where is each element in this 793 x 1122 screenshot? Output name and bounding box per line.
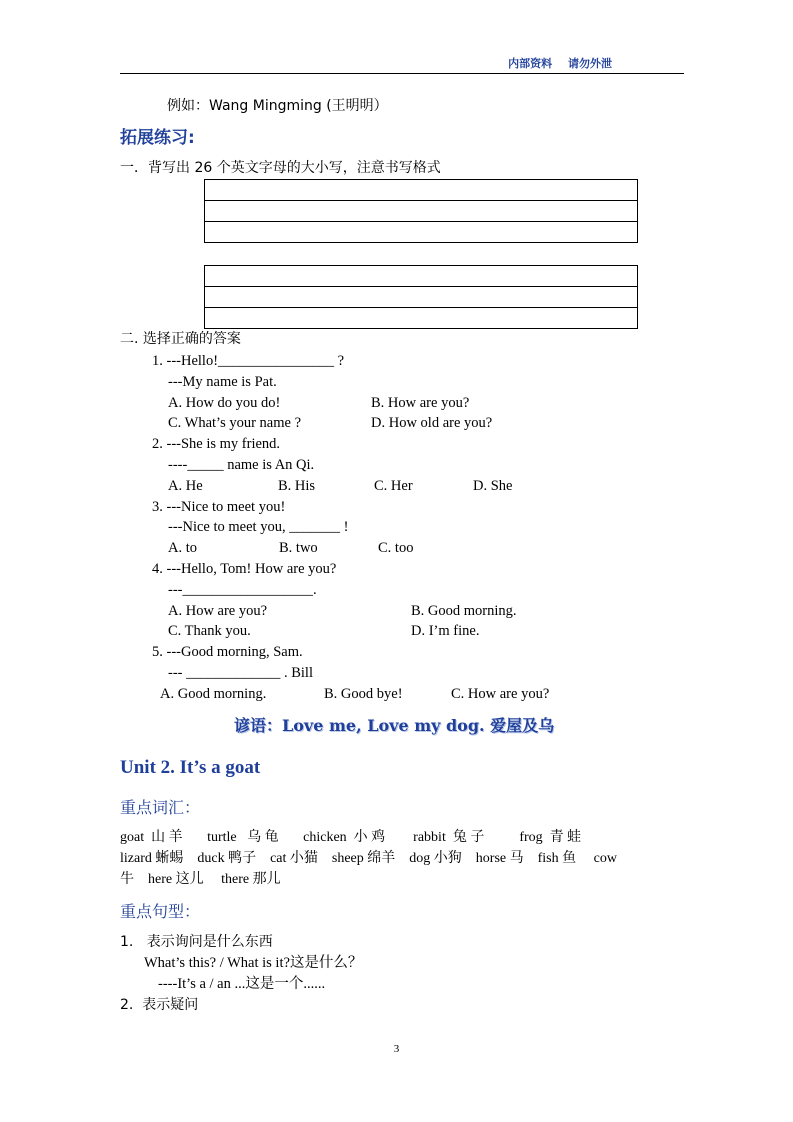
- vocab-title: 重点词汇：: [120, 798, 201, 817]
- vocab-line-3: 牛 here 这儿 there 那儿: [120, 872, 281, 887]
- q5-stem: 5. ---Good morning, Sam.: [152, 644, 303, 660]
- q3-option-b: B. two: [279, 540, 318, 556]
- extension-title: 拓展练习:: [120, 128, 195, 148]
- q2-reply: ----_____ name is An Qi.: [168, 457, 315, 473]
- q3-reply: ---Nice to meet you, _______ !: [168, 519, 349, 535]
- page-number: 3: [393, 1043, 400, 1055]
- part1-title: 一．背写出 26 个英文字母的大小写，注意书写格式: [120, 160, 441, 176]
- q5-option-b: B. Good bye!: [324, 686, 403, 702]
- q1-option-a: A. How do you do!: [168, 395, 281, 411]
- unit-title: Unit 2. It’s a goat: [120, 757, 261, 778]
- q1-option-d: D. How old are you?: [371, 415, 493, 431]
- example-line: 例如：Wang Mingming (王明明）: [167, 98, 388, 114]
- vocab-line-1: goat 山 羊 turtle 乌 龟 chicken 小 鸡 rabbit 兔 子 frog 青 蛙: [120, 830, 582, 845]
- q5-reply: --- _____________ . Bill: [168, 665, 313, 681]
- q2-option-d: D. She: [473, 478, 513, 494]
- header-rule: [120, 73, 684, 74]
- vocab-line-2: lizard 蜥蜴 duck 鸭子 cat 小猫 sheep 绵羊 dog 小狗 horse 马 fish 鱼 cow: [120, 851, 617, 866]
- writing-line: [205, 266, 637, 287]
- q4-option-b: B. Good morning.: [411, 603, 517, 619]
- q2-option-c: C. Her: [374, 478, 413, 494]
- q2-stem: 2. ---She is my friend.: [152, 436, 281, 452]
- q4-option-c: C. Thank you.: [168, 623, 251, 639]
- page-header: 内部资料 请勿外泄: [508, 57, 612, 70]
- q4-option-d: D. I’m fine.: [411, 623, 480, 639]
- writing-line: [205, 308, 637, 328]
- q2-option-a: A. He: [168, 478, 203, 494]
- sentence-1-answer: ----It’s a / an ...这是一个......: [158, 976, 326, 992]
- writing-line: [205, 222, 637, 242]
- q4-reply: ---__________________.: [168, 582, 317, 598]
- q4-option-a: A. How are you?: [168, 603, 268, 619]
- q1-reply: ---My name is Pat.: [168, 374, 277, 390]
- writing-line: [205, 180, 637, 201]
- writing-box-2: [204, 265, 638, 329]
- q5-option-c: C. How are you?: [451, 686, 550, 702]
- q1-stem: 1. ---Hello!________________ ?: [152, 353, 345, 369]
- sentence-title: 重点句型：: [120, 902, 201, 921]
- proverb: 谚语：Love me, Love my dog. 爱屋及乌: [234, 716, 555, 735]
- q5-option-a: A. Good morning.: [160, 686, 267, 702]
- q3-stem: 3. ---Nice to meet you!: [152, 499, 286, 515]
- writing-line: [205, 201, 637, 222]
- sentence-1-question: What’s this? / What is it?这是什么？: [144, 955, 363, 971]
- part2-title: 二. 选择正确的答案: [120, 331, 241, 347]
- sentence-2-heading: 2. 表示疑问: [120, 997, 199, 1013]
- q2-option-b: B. His: [278, 478, 316, 494]
- q3-option-a: A. to: [168, 540, 197, 556]
- q1-option-c: C. What’s your name ?: [168, 415, 302, 431]
- writing-line: [205, 287, 637, 308]
- q3-option-c: C. too: [378, 540, 414, 556]
- q4-stem: 4. ---Hello, Tom! How are you?: [152, 561, 337, 577]
- sentence-1-heading: 1. 表示询问是什么东西: [120, 934, 273, 950]
- q1-option-b: B. How are you?: [371, 395, 470, 411]
- writing-box-1: [204, 179, 638, 243]
